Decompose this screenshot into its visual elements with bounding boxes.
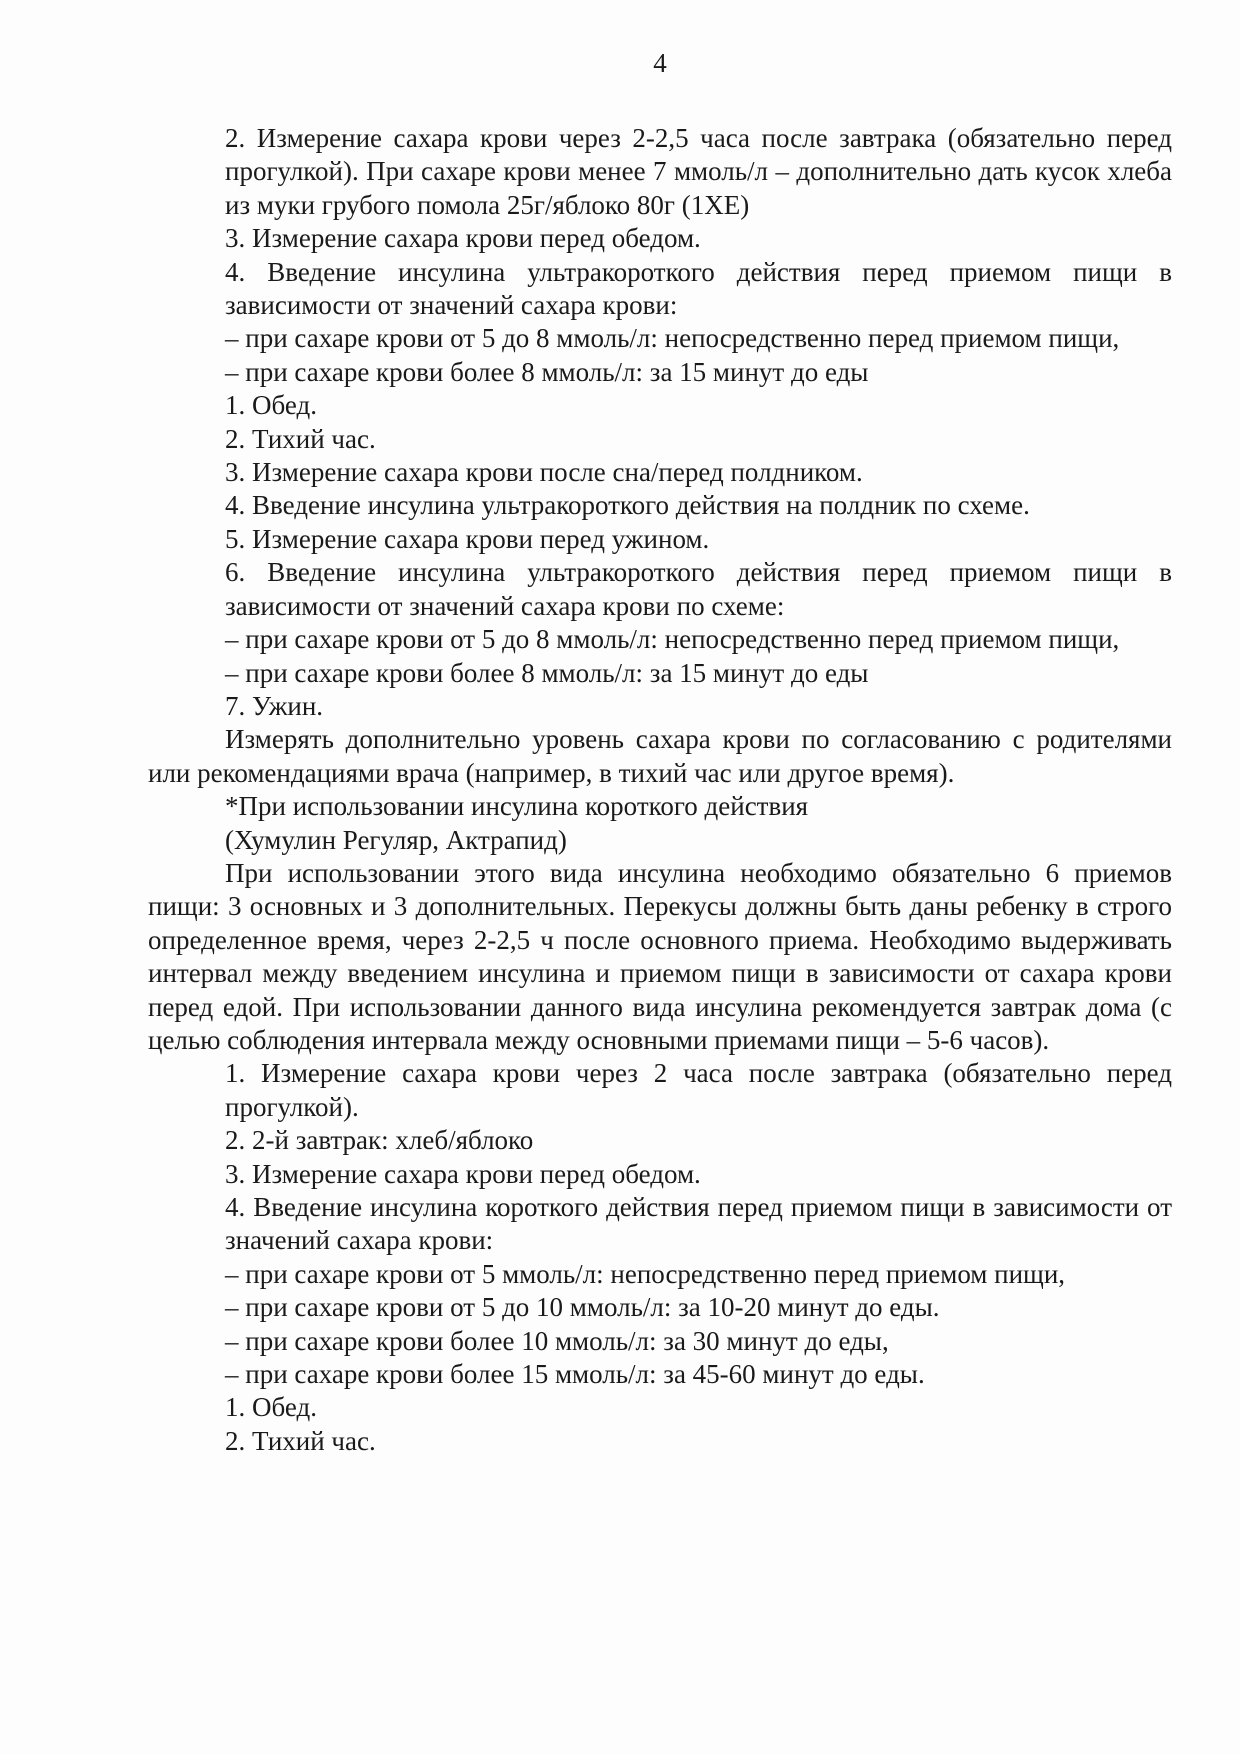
paragraph: Измерять дополнительно уровень сахара крови по согласованию с родителями или рекомендациями врача (например, в тихий час или другое время).: [148, 724, 1172, 788]
paragraph: 6. Введение инсулина ультракороткого действия перед приемом пищи в зависимости от значений сахара крови по схеме:: [225, 557, 1172, 621]
paragraph: 5. Измерение сахара крови перед ужином.: [225, 523, 710, 554]
paragraph: 4. Введение инсулина ультракороткого действия на полдник по схеме.: [225, 490, 1030, 521]
paragraph: (Хумулин Регуляр, Актрапид): [225, 824, 567, 855]
paragraph: 1. Обед.: [225, 1392, 317, 1423]
paragraph: 7. Ужин.: [225, 690, 324, 721]
paragraph: – при сахаре крови от 5 до 8 ммоль/л: непосредственно перед приемом пищи,: [225, 323, 1120, 354]
paragraph: 3. Измерение сахара крови перед обедом.: [225, 223, 701, 254]
paragraph: *При использовании инсулина короткого действия: [225, 791, 809, 822]
paragraph: – при сахаре крови от 5 до 10 ммоль/л: за 10-20 минут до еды.: [225, 1292, 940, 1323]
paragraph: – при сахаре крови более 15 ммоль/л: за 45-60 минут до еды.: [225, 1359, 925, 1390]
paragraph: 1. Обед.: [225, 390, 317, 421]
paragraph: 3. Измерение сахара крови после сна/перед полдником.: [225, 457, 863, 488]
paragraph: 2. Тихий час.: [225, 1425, 376, 1456]
paragraph: 2. 2-й завтрак: хлеб/яблоко: [225, 1125, 534, 1156]
paragraph: – при сахаре крови более 10 ммоль/л: за 30 минут до еды,: [225, 1325, 889, 1356]
paragraph: 2. Измерение сахара крови через 2-2,5 часа после завтрака (обязательно перед прогулкой). При сахаре крови менее 7 ммоль/л – дополнительно дать кусок хлеба из муки грубого помола 25г/яблоко 80г (1ХЕ): [225, 123, 1172, 220]
paragraph: При использовании этого вида инсулина необходимо обязательно 6 приемов пищи: 3 основных и 3 дополнительных. Перекусы должны быть даны ребенку в строго определенное время, через 2-2,5 ч после основного приема. Необходимо выдерживать интервал между введением инсулина и приемом пищи в зависимости от сахара крови перед едой. При использовании данного вида инсулина рекомендуется завтрак дома (с целью соблюдения интервала между основными приемами пищи – 5-6 часов).: [148, 857, 1172, 1055]
paragraph: 1. Измерение сахара крови через 2 часа после завтрака (обязательно перед прогулкой).: [225, 1058, 1172, 1122]
paragraph: – при сахаре крови более 8 ммоль/л: за 15 минут до еды: [225, 657, 869, 688]
paragraph: – при сахаре крови более 8 ммоль/л: за 15 минут до еды: [225, 356, 869, 387]
paragraph: 2. Тихий час.: [225, 423, 376, 454]
paragraph: 3. Измерение сахара крови перед обедом.: [225, 1158, 701, 1189]
paragraph: 4. Введение инсулина ультракороткого действия перед приемом пищи в зависимости от значений сахара крови:: [225, 256, 1172, 321]
document-body: [148, 122, 1172, 1458]
paragraph: – при сахаре крови от 5 ммоль/л: непосредственно перед приемом пищи,: [225, 1258, 1066, 1289]
paragraph: – при сахаре крови от 5 до 8 ммоль/л: непосредственно перед приемом пищи,: [225, 624, 1120, 655]
page-number: 4: [653, 48, 667, 78]
paragraph: 4. Введение инсулина короткого действия перед приемом пищи в зависимости от значений сахара крови:: [225, 1192, 1172, 1256]
